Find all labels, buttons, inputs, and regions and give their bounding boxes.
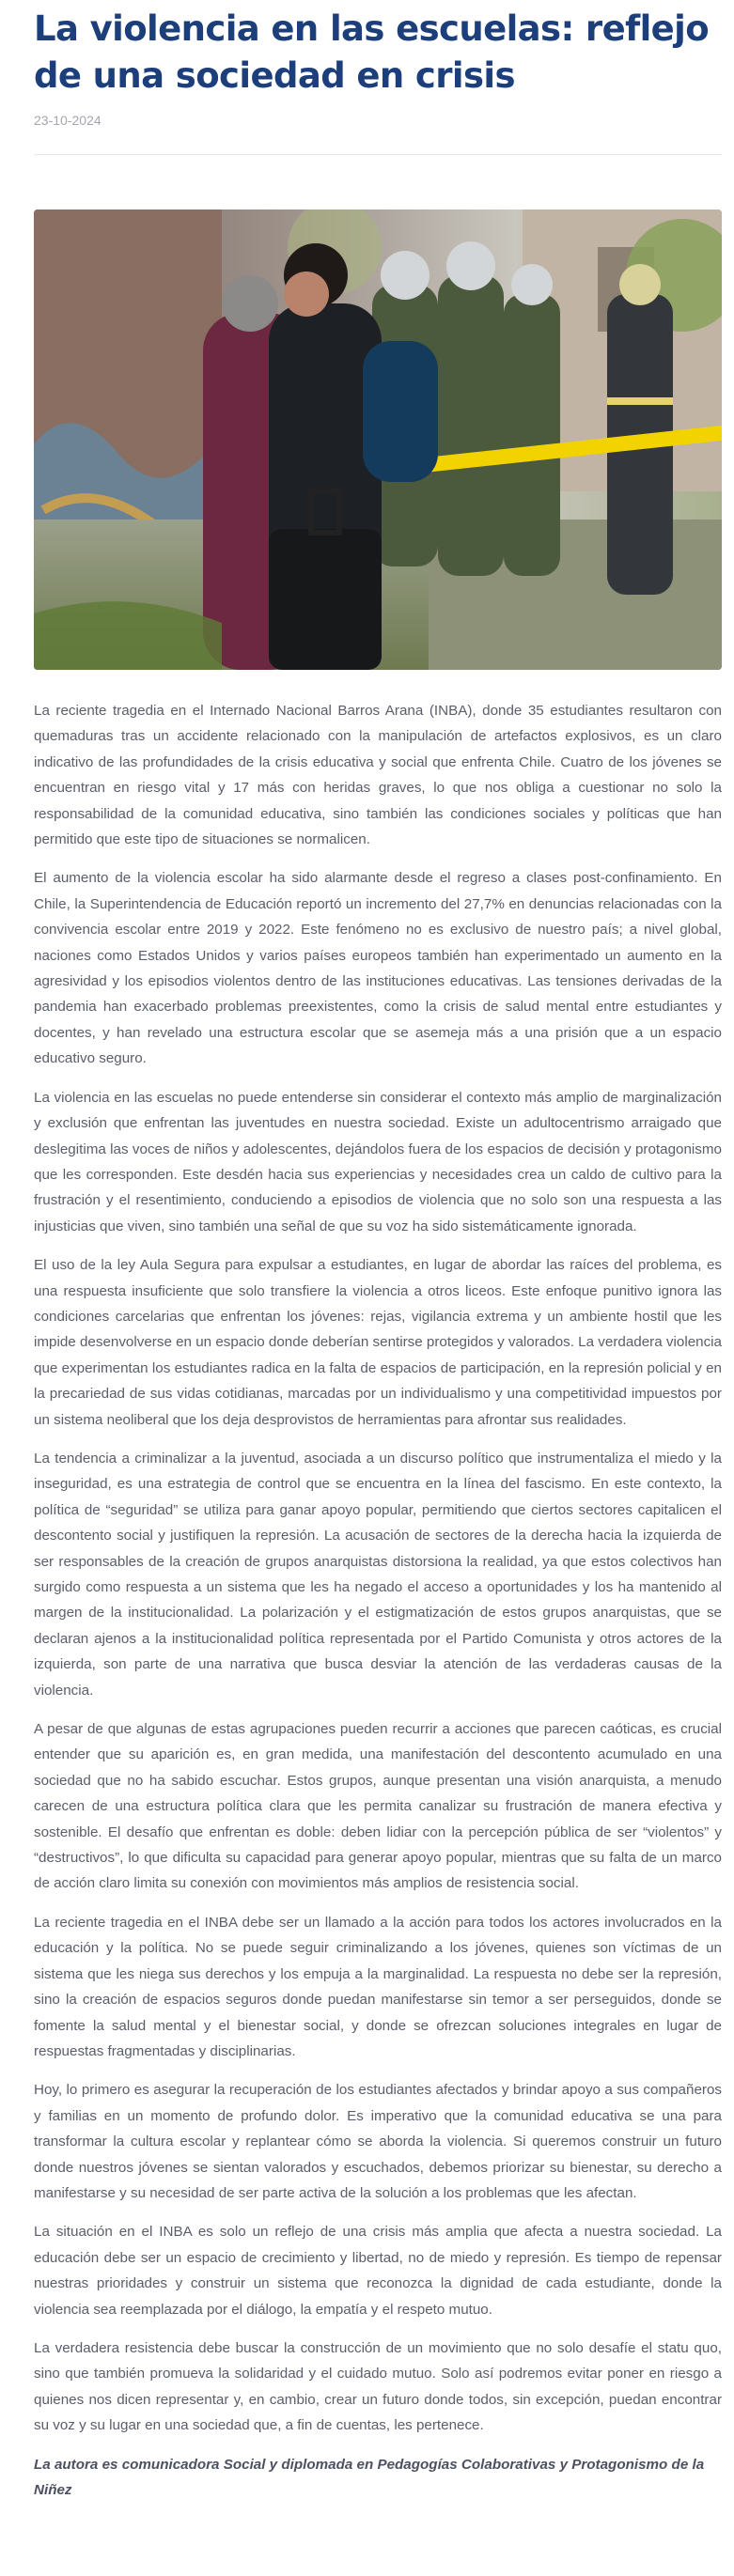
paragraph: El aumento de la violencia escolar ha sido alarmante desde el regreso a clases post-confinamiento. En Chile, la Superintendencia de Educación reportó un incremento del 27,7% en denuncias relacionadas con la convivencia escolar entre 2019 y 2022. Este fenómeno no es exclusivo de nuestro país; a nivel global, naciones como Estados Unidos y varios países europeos también han experimentado un aumento en la agresividad y los episodios violentos dentro de las instituciones educativas. Las tensiones derivadas de la pandemia han exacerbado problemas preexistentes, como la crisis de salud mental entre estudiantes y docentes, y han revelado una estructura escolar que se asemeja más a una prisión que a un espacio educativo seguro. bbox=[34, 870, 722, 1067]
paragraph: La reciente tragedia en el Internado Nacional Barros Arana (INBA), donde 35 estudiantes resultaron con quemaduras tras un accidente relacionado con la manipulación de artefactos explosivos, es un claro indicativo de las profundidades de la crisis educativa y social que enfrenta Chile. Cuatro de los jóvenes se encuentran en riesgo vital y 17 más con heridas graves, lo que nos obliga a cuestionar no solo la responsabilidad de la comunidad educativa, sino también las condiciones sociales y políticas que han permitido que este tipo de situaciones se normalicen. bbox=[34, 703, 722, 848]
paragraph: A pesar de que algunas de estas agrupaciones pueden recurrir a acciones que parecen caóticas, es crucial entender que su aparición es, en gran medida, una manifestación del descontento acumulado en una sociedad que no ha sabido escuchar. Estos grupos, aunque presentan una visión anarquista, a menudo carecen de una estructura política clara que les permita canalizar su frustración de manera efectiva y sostenible. El desafío que enfrentan es doble: deben lidiar con la percepción pública de ser “violentos” y “destructivos”, lo que dificulta su capacidad para generar apoyo popular, mientras que su falta de un marco de acción claro limita su conexión con movimientos más amplios de resistencia social. bbox=[34, 1721, 722, 1892]
author-note: La autora es comunicadora Social y diplomada en Pedagogías Colaborativas y Protagonismo de la Niñez bbox=[34, 2456, 705, 2498]
article-date: 23-10-2024 bbox=[34, 113, 102, 128]
paragraph: La verdadera resistencia debe buscar la construcción de un movimiento que no solo desafíe el statu quo, sino que también promueva la solidaridad y el cuidado mutuo. Solo así podremos evitar poner en riesgo a quienes nos dicen representar y, en cambio, crear un futuro donde todos, sin excepción, puedan encontrar su voz y su lugar en una sociedad que, a fin de cuentas, les pertenece. bbox=[34, 2339, 722, 2434]
article-image bbox=[34, 209, 722, 670]
article-body bbox=[34, 698, 722, 2503]
article-title: La violencia en las escuelas: reflejo de una sociedad en crisis bbox=[34, 8, 710, 96]
paragraph: Hoy, lo primero es asegurar la recuperación de los estudiantes afectados y brindar apoyo a sus compañeros y familias en un momento de profundo dolor. Es imperativo que la comunidad educativa se una para transformar la cultura escolar y replantear cómo se aborda la violencia. Si queremos construir un futuro donde nuestros jóvenes se sientan valorados y escuchados, debemos priorizar su bienestar, su derecho a manifestarse y su necesidad de ser parte activa de la solución a los problemas que les afectan. bbox=[34, 2082, 722, 2201]
paragraph: La tendencia a criminalizar a la juventud, asociada a un discurso político que instrumentaliza el miedo y la inseguridad, es una estrategia de control que se encuentra en la línea del fascismo. En este contexto, la política de “seguridad” se utiliza para ganar apoyo popular, permitiendo que ciertos sectores capitalicen el descontento social y justifiquen la represión. La acusación de sectores de la derecha hacia la izquierda de ser responsables de la creación de grupos anarquistas distorsiona la realidad, ya que estos colectivos han surgido como respuesta a un sistema que les ha negado el acceso a oportunidades y los ha mantenido al margen de la institucionalidad. La polarización y el estigmatización de estos grupos anarquistas, que se declaran ajenos a la institucionalidad política representada por el Partido Comunista y otros actores de la izquierda, son parte de una narrativa que busca desviar la atención de las verdaderas causas de la violencia. bbox=[34, 1450, 722, 1699]
paragraph: La situación en el INBA es solo un reflejo de una crisis más amplia que afecta a nuestra sociedad. La educación debe ser un espacio de crecimiento y libertad, no de miedo y represión. Es tiempo de repensar nuestras prioridades y construir un sistema que reconozca la dignidad de cada estudiante, donde la violencia sea reemplazada por el diálogo, la empatía y el respeto mutuo. bbox=[34, 2224, 722, 2318]
news-photo-icon bbox=[34, 209, 722, 670]
article bbox=[34, 0, 722, 2503]
paragraph: El uso de la ley Aula Segura para expulsar a estudiantes, en lugar de abordar las raíces del problema, es una respuesta insuficiente que solo transfiere la violencia a otros liceos. Este enfoque punitivo ignora las condiciones carcelarias que enfrentan los jóvenes: rejas, vigilancia extrema y un ambiente hostil que les impide desenvolverse en un espacio donde deberían sentirse protegidos y valorados. La verdadera violencia que experimentan los estudiantes radica en la falta de espacios de participación, en la represión policial y en la precariedad de sus vidas cotidianas, marcadas por un individualismo y una competitividad impuestos por un sistema neoliberal que los deja desprovistos de herramientas para afrontar sus realidades. bbox=[34, 1257, 722, 1428]
paragraph: La violencia en las escuelas no puede entenderse sin considerar el contexto más amplio de marginalización y exclusión que enfrentan las juventudes en nuestra sociedad. Existe un adultocentrismo arraigado que deslegitima las voces de niños y adolescentes, dejándolos fuera de los espacios de decisión y protagonismo que les corresponden. Este desdén hacia sus experiencias y necesidades crea un caldo de cultivo para la frustración y el resentimiento, conduciendo a episodios de violencia que no solo son una respuesta a las injusticias que viven, sino también una señal de que su voz ha sido sistemáticamente ignorada. bbox=[34, 1089, 722, 1234]
divider bbox=[34, 154, 722, 155]
paragraph: La reciente tragedia en el INBA debe ser un llamado a la acción para todos los actores involucrados en la educación y la política. No se puede seguir criminalizando a los jóvenes, quienes son víctimas de un sistema que les niega sus derechos y los empuja a la marginalidad. La respuesta no debe ser la represión, sino la creación de espacios seguros donde puedan manifestarse sin temor a ser perseguidos, donde se fomente la salud mental y el bienestar social, y donde se ofrezcan soluciones integrales en lugar de respuestas fragmentadas y disciplinarias. bbox=[34, 1914, 722, 2059]
